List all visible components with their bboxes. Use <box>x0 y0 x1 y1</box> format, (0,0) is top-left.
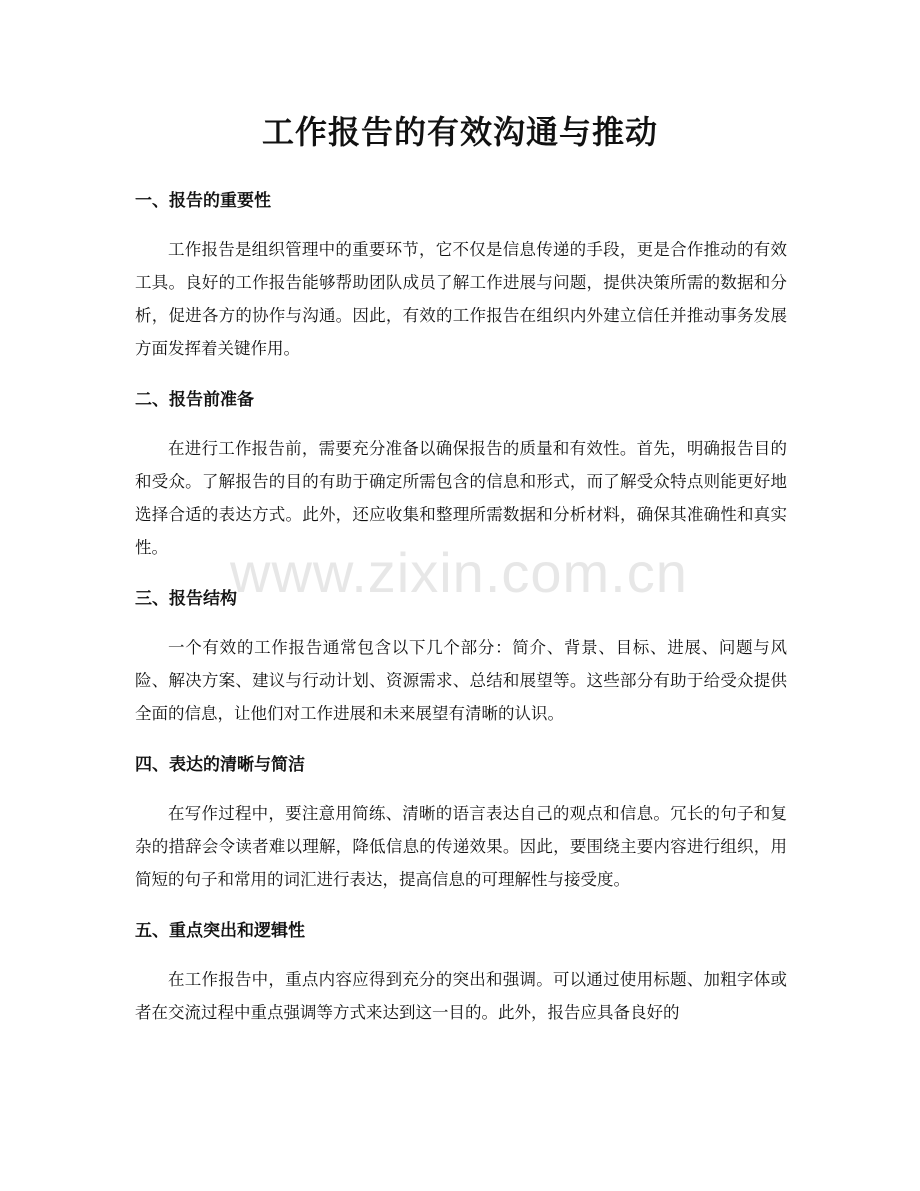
section-heading: 二、报告前准备 <box>135 390 254 410</box>
document-content <box>135 182 787 1045</box>
section-clarity <box>135 746 787 896</box>
section-preparation <box>135 381 787 564</box>
watermark-text: www.zixin.com.cn <box>230 541 688 604</box>
document-title: 工作报告的有效沟通与推动 <box>261 113 658 151</box>
section-paragraph: 在进行工作报告前，需要充分准备以确保报告的质量和有效性。首先，明确报告目的和受众。了解报告的目的有助于确定所需包含的信息和形式，而了解受众特点则能更好地选择合适的表达方式。此外，还应收集和整理所需数据和分析材料，确保其准确性和真实性。 <box>135 439 787 557</box>
section-heading: 三、报告结构 <box>135 589 237 609</box>
section-paragraph: 在工作报告中，重点内容应得到充分的突出和强调。可以通过使用标题、加粗字体或者在交流过程中重点强调等方式来达到这一目的。此外，报告应具备良好的 <box>135 970 787 1022</box>
section-importance <box>135 182 787 365</box>
section-structure <box>135 580 787 730</box>
section-paragraph: 在写作过程中，要注意用简练、清晰的语言表达自己的观点和信息。冗长的句子和复杂的措辞会令读者难以理解，降低信息的传递效果。因此，要围绕主要内容进行组织，用简短的句子和常用的词汇进行表达，提高信息的可理解性与接受度。 <box>135 804 787 889</box>
section-emphasis <box>135 912 787 1029</box>
section-heading: 一、报告的重要性 <box>135 191 271 211</box>
section-heading: 五、重点突出和逻辑性 <box>135 921 305 941</box>
section-paragraph: 工作报告是组织管理中的重要环节，它不仅是信息传递的手段，更是合作推动的有效工具。良好的工作报告能够帮助团队成员了解工作进展与问题，提供决策所需的数据和分析，促进各方的协作与沟通。因此，有效的工作报告在组织内外建立信任并推动事务发展方面发挥着关键作用。 <box>135 240 787 358</box>
section-heading: 四、表达的清晰与简洁 <box>135 755 305 775</box>
section-paragraph: 一个有效的工作报告通常包含以下几个部分：简介、背景、目标、进展、问题与风险、解决方案、建议与行动计划、资源需求、总结和展望等。这些部分有助于给受众提供全面的信息，让他们对工作进展和未来展望有清晰的认识。 <box>135 638 787 723</box>
